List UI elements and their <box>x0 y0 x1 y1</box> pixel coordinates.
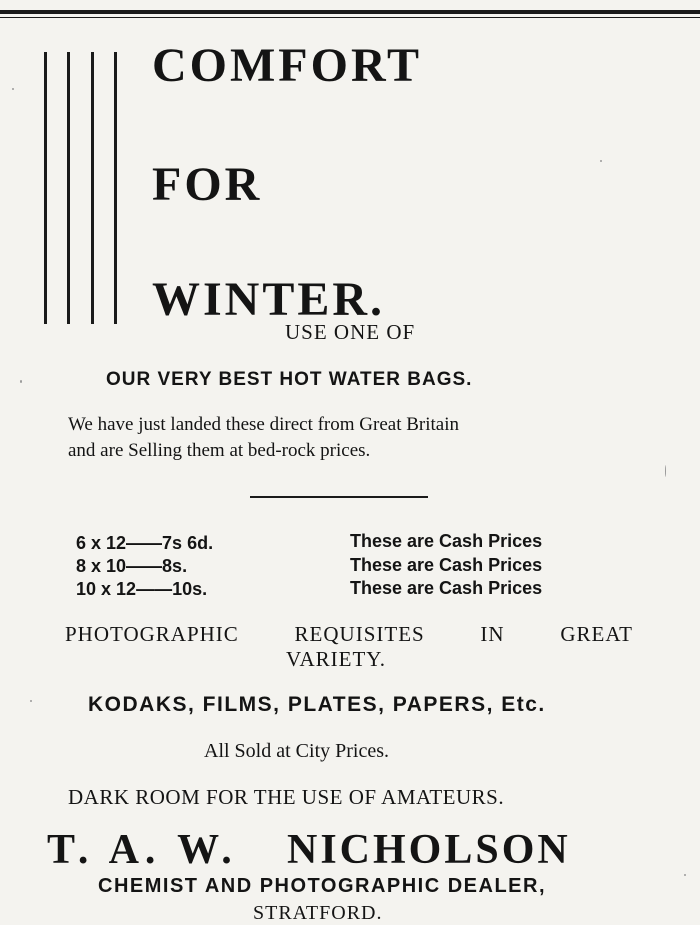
proprietor-initials: T. A. W. <box>47 827 238 873</box>
decorative-bar-3 <box>91 52 94 324</box>
print-speck <box>600 160 602 162</box>
top-rule-thin <box>0 17 700 18</box>
print-speck <box>684 874 686 876</box>
bag-price: 10s. <box>172 579 208 599</box>
proprietor-place: STRATFORD. <box>253 902 383 924</box>
headline-comfort: COMFORT <box>152 39 422 92</box>
photographic-heading-line-1 <box>65 624 633 645</box>
products-line: KODAKS, FILMS, PLATES, PAPERS, Etc. <box>88 693 546 716</box>
dash-leader: —— <box>126 556 163 576</box>
proprietor-title: CHEMIST AND PHOTOGRAPHIC DEALER, <box>98 875 547 897</box>
cash-note-2: These are Cash Prices <box>350 555 543 575</box>
bag-price: 8s. <box>162 556 188 576</box>
photographic-heading-line-2: VARIETY. <box>286 647 386 671</box>
dark-room-line: DARK ROOM FOR THE USE OF AMATEURS. <box>68 785 505 809</box>
bag-size: 8 x 10 <box>76 556 127 576</box>
cash-note-1: These are Cash Prices <box>350 531 543 551</box>
body-text-line-1: We have just landed these direct from Great Britain <box>68 414 459 435</box>
decorative-bar-2 <box>67 52 70 324</box>
print-speck <box>20 380 22 383</box>
price-row-size-2 <box>76 556 187 577</box>
bag-price: 7s 6d. <box>162 533 214 553</box>
print-speck <box>665 465 666 477</box>
headline-winter: WINTER. <box>152 273 386 326</box>
word-great: GREAT <box>560 622 633 646</box>
bag-size: 10 x 12 <box>76 579 137 599</box>
print-speck <box>30 700 32 702</box>
word-in: IN <box>480 622 505 646</box>
bag-size: 6 x 12 <box>76 533 127 553</box>
product-heading: OUR VERY BEST HOT WATER BAGS. <box>106 369 473 390</box>
price-row-size-1 <box>76 533 213 554</box>
top-rule-thick <box>0 10 700 14</box>
body-text-line-2: and are Selling them at bed-rock prices. <box>68 440 371 461</box>
headline-for: FOR <box>152 158 263 211</box>
word-photographic: PHOTOGRAPHIC <box>65 622 239 646</box>
dash-leader: —— <box>136 579 173 599</box>
section-divider <box>250 496 428 498</box>
proprietor-surname: NICHOLSON <box>287 827 571 873</box>
cash-note-3: These are Cash Prices <box>350 578 543 598</box>
city-prices-line: All Sold at City Prices. <box>204 740 389 762</box>
decorative-bar-4 <box>114 52 117 324</box>
print-speck <box>12 88 14 90</box>
decorative-bar-1 <box>44 52 47 324</box>
use-one-of-text: USE ONE OF <box>285 320 416 344</box>
dash-leader: —— <box>126 533 163 553</box>
price-row-size-3 <box>76 579 207 600</box>
word-requisites: REQUISITES <box>294 622 425 646</box>
